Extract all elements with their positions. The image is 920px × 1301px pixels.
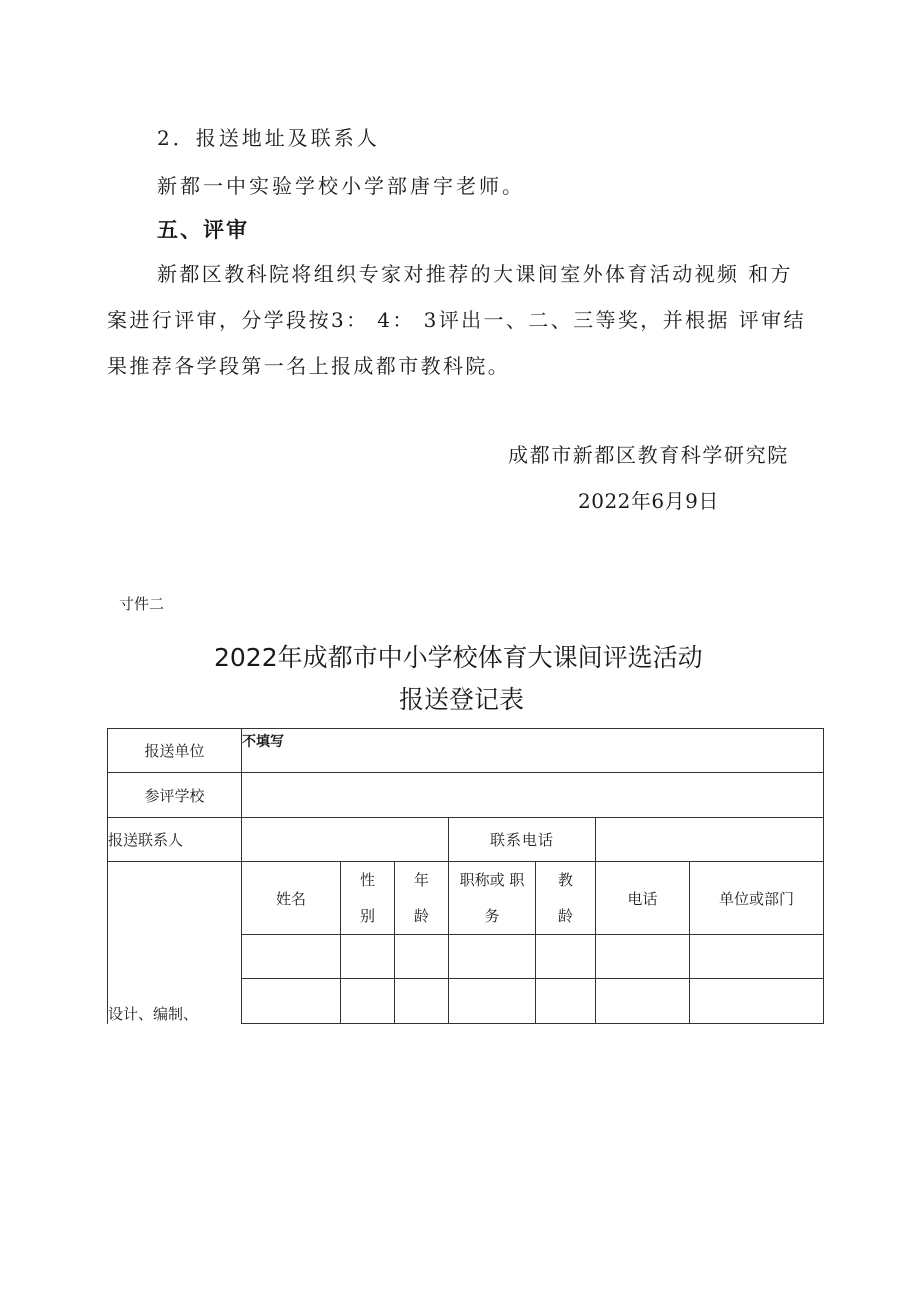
signature-org: 成都市新都区教育科学研究院 — [508, 443, 789, 467]
col-gender — [341, 862, 395, 935]
row2-age-cell[interactable] — [395, 979, 449, 1024]
contact-value-cell[interactable] — [242, 818, 449, 862]
row2-teaching-age-cell[interactable] — [536, 979, 596, 1024]
col-teaching-age-line-1: 教 — [557, 871, 573, 889]
col-age — [395, 862, 449, 935]
report-unit-value-cell[interactable] — [242, 729, 824, 773]
col-gender-line-2: 别 — [359, 907, 375, 925]
review-line-3: 果推荐各学段第一名上报成都市教科院。 — [107, 354, 511, 378]
row2-name-cell[interactable] — [242, 979, 341, 1024]
col-title-line-2: 务 — [484, 907, 500, 925]
review-line-1: 新都区教科院将组织专家对推荐的大课间室外体育活动视频 和方 — [157, 262, 793, 286]
phone-value-cell[interactable] — [596, 818, 824, 862]
row2-phone-cell[interactable] — [596, 979, 690, 1024]
col-gender-line-1: 性 — [359, 871, 375, 889]
group-label: 设计、编制、 — [108, 1004, 199, 1023]
row1-title-cell[interactable] — [449, 935, 536, 979]
col-teaching-age-line-2: 龄 — [557, 907, 573, 925]
signature-date: 2022年6月9日 — [578, 489, 719, 513]
row2-gender-cell[interactable] — [341, 979, 395, 1024]
report-unit-label: 报送单位 — [108, 729, 242, 773]
col-age-line-2: 龄 — [413, 907, 429, 925]
row1-phone-cell[interactable] — [596, 935, 690, 979]
school-value-cell[interactable] — [242, 773, 824, 818]
attachment-label: 寸件二 — [119, 595, 165, 613]
col-teaching-age — [536, 862, 596, 935]
row2-title-cell[interactable] — [449, 979, 536, 1024]
form-title-line-1: 2022年成都市中小学校体育大课间评选活动 — [214, 643, 703, 672]
row1-teaching-age-cell[interactable] — [536, 935, 596, 979]
item2-text: 新都一中实验学校小学部唐宇老师。 — [157, 174, 525, 198]
col-age-line-1: 年 — [413, 871, 429, 889]
col-title — [449, 862, 536, 935]
group-label-cell — [108, 862, 242, 1024]
school-label: 参评学校 — [108, 773, 242, 818]
review-line-2: 案进行评审，分学段按3： 4： 3评出一、二、三等奖，并根据 评审结 — [107, 308, 806, 332]
row1-dept-cell[interactable] — [690, 935, 824, 979]
row1-gender-cell[interactable] — [341, 935, 395, 979]
section5-heading: 五、评审 — [157, 217, 249, 242]
form-title-line-2: 报送登记表 — [399, 685, 525, 714]
report-unit-value: 不填写 — [242, 734, 284, 750]
item2-heading: 2．报送地址及联系人 — [157, 126, 380, 150]
row2-dept-cell[interactable] — [690, 979, 824, 1024]
registration-form-table — [107, 728, 824, 1024]
row1-age-cell[interactable] — [395, 935, 449, 979]
col-dept: 单位或部门 — [690, 862, 824, 935]
col-title-line-1: 职称或 职 — [459, 871, 525, 889]
contact-label: 报送联系人 — [108, 818, 242, 862]
col-phone: 电话 — [596, 862, 690, 935]
row1-name-cell[interactable] — [242, 935, 341, 979]
phone-label: 联系电话 — [449, 818, 596, 862]
col-name: 姓名 — [242, 862, 341, 935]
